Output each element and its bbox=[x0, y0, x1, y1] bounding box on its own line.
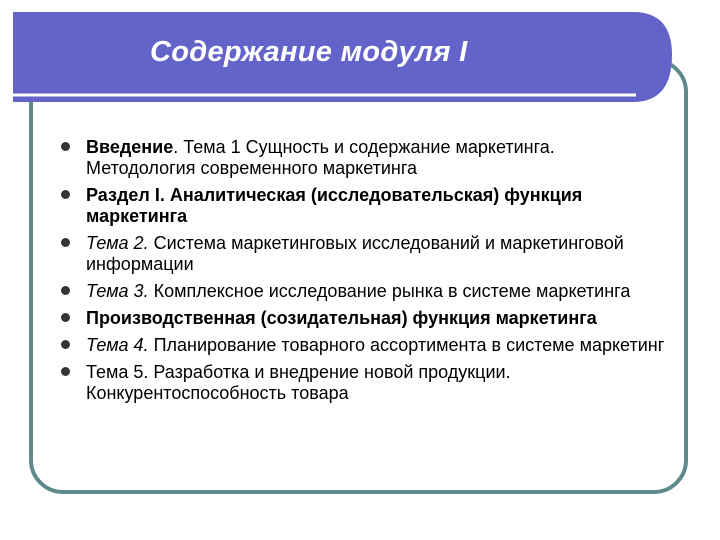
item-lead: Производственная (созидательная) функция маркетинга bbox=[86, 308, 597, 328]
bullet-icon bbox=[61, 340, 70, 349]
item-text: . Тема 1 Сущность и содержание маркетинга. Методология современного маркетинга bbox=[86, 137, 555, 178]
item-lead: Раздел I. Аналитическая (исследовательская) функция маркетинга bbox=[86, 185, 583, 226]
bullet-icon bbox=[61, 367, 70, 376]
list-item-section-2 bbox=[58, 308, 668, 329]
item-lead: Тема 4. bbox=[86, 335, 149, 355]
page-title: Содержание модуля I bbox=[150, 36, 468, 68]
list-item-topic-5 bbox=[58, 362, 668, 404]
list-item-intro bbox=[58, 137, 668, 179]
bullet-icon bbox=[61, 142, 70, 151]
item-text: Планирование товарного ассортимента в системе маркетинг bbox=[148, 335, 665, 355]
list-item-topic-4 bbox=[58, 335, 668, 356]
item-lead: Введение bbox=[86, 137, 174, 157]
item-lead: Тема 2. bbox=[86, 233, 149, 253]
list-item-section-1 bbox=[58, 185, 668, 227]
item-lead: Тема 3. bbox=[86, 281, 149, 301]
list-item-topic-2 bbox=[58, 233, 668, 275]
item-text: Комплексное исследование рынка в системе маркетинга bbox=[148, 281, 631, 301]
item-text: Тема 5. Разработка и внедрение новой продукции. Конкурентоспособность товара bbox=[86, 362, 511, 403]
item-text: Система маркетинговых исследований и маркетинговой информации bbox=[86, 233, 624, 274]
content-list bbox=[58, 137, 668, 410]
bullet-icon bbox=[61, 286, 70, 295]
list-item-topic-3 bbox=[58, 281, 668, 302]
bullet-icon bbox=[61, 238, 70, 247]
bullet-icon bbox=[61, 190, 70, 199]
bullet-icon bbox=[61, 313, 70, 322]
